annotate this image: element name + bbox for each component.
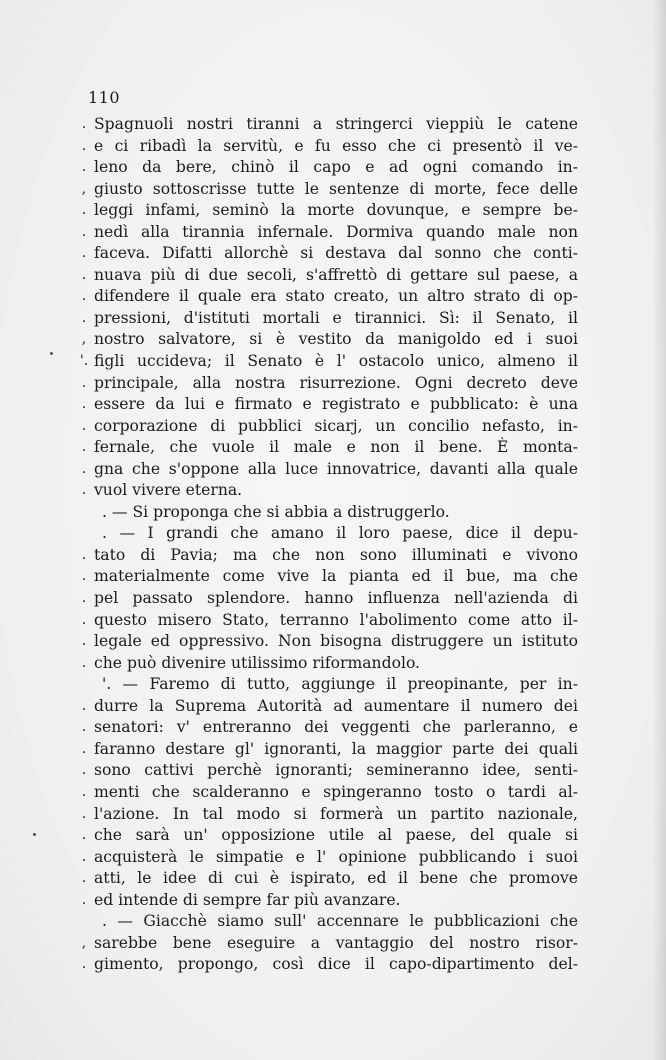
margin-mark: . [81, 202, 87, 219]
line-text: questo misero Stato, terranno l'abolimento come atto il- [94, 610, 578, 629]
margin-mark: . [81, 956, 87, 973]
line-text: nedì alla tirannia infernale. Dormiva quando male non [94, 222, 578, 241]
margin-mark: . [81, 783, 87, 800]
text-line [78, 911, 578, 933]
line-text: materialmente come vive la pianta ed il bue, ma che [94, 567, 578, 586]
line-text: che può divenire utilissimo riformandolo. [94, 653, 421, 672]
margin-mark: . [81, 697, 87, 714]
line-text: l'azione. In tal modo si formerà un partito nazionale, [94, 804, 578, 823]
line-text: . — Si proponga che si abbia a distruggerlo. [102, 502, 450, 521]
line-text: fernale, che vuole il male e non il bene. È monta- [94, 438, 578, 457]
text-line [78, 200, 578, 222]
text-line [78, 136, 578, 158]
margin-mark: . [81, 439, 87, 456]
line-text: nuava più di due secoli, s'affrettò di gettare sul paese, a [94, 265, 578, 284]
line-text: corporazione di pubblici sicarj, un concilio nefasto, in- [94, 416, 578, 435]
text-line [78, 416, 578, 438]
line-text: atti, le idee di cui è ispirato, ed il bene che promove [94, 869, 578, 888]
line-text: nostro salvatore, si è vestito da manigoldo ed i suoi [94, 330, 578, 349]
line-text: leggi infami, seminò la morte dovunque, e sempre be- [94, 201, 578, 220]
line-text: ed intende di sempre far più avanzare. [94, 890, 401, 909]
text-line [78, 868, 578, 890]
margin-mark: . [81, 116, 87, 132]
line-text: difendere il quale era stato creato, un altro strato di op- [94, 287, 578, 306]
margin-mark: . [81, 460, 87, 477]
text-line [78, 696, 578, 718]
margin-mark: . [81, 891, 87, 908]
margin-mark: . [81, 309, 87, 326]
line-text: gna che s'oppone alla luce innovatrice, davanti alla quale [94, 459, 578, 478]
margin-mark: . [81, 762, 87, 779]
line-text: senatori: v' entreranno dei veggenti che parleranno, e [94, 718, 578, 737]
text-line [78, 480, 578, 502]
text-line [78, 739, 578, 761]
text-line [78, 394, 578, 416]
ink-speck [33, 833, 36, 836]
line-text: menti che scalderanno e spingeranno tosto o tardi al- [94, 782, 578, 801]
margin-mark: . [81, 245, 87, 262]
line-text: Spagnuoli nostri tiranni a stringerci vieppiù le catene [94, 115, 578, 133]
margin-mark: , [81, 331, 87, 348]
line-text: tato di Pavia; ma che non sono illuminati e vivono [94, 545, 578, 564]
text-line [78, 308, 578, 330]
text-line [78, 157, 578, 179]
margin-mark: . [81, 568, 87, 585]
line-text: figli uccideva; il Senato è l' ostacolo unico, almeno il [94, 352, 578, 371]
line-text: '. — Faremo di tutto, aggiunge il preopinante, per in- [102, 675, 578, 694]
margin-mark: . [81, 633, 87, 650]
body-text [78, 114, 578, 976]
text-line [78, 653, 578, 675]
text-line [78, 265, 578, 287]
text-line [78, 114, 578, 136]
margin-mark: . [81, 590, 87, 607]
line-text: principale, alla nostra risurrezione. Ogni decreto deve [94, 373, 578, 392]
margin-mark: . [81, 137, 87, 154]
margin-mark: . [81, 827, 87, 844]
line-text: che sarà un' opposizione utile al paese, del quale si [94, 826, 578, 845]
margin-mark: . [81, 611, 87, 628]
page-edge-shadow [652, 0, 666, 1060]
text-line [78, 782, 578, 804]
line-text: leno da bere, chinò il capo e ad ogni comando in- [94, 158, 578, 177]
margin-mark: . [81, 288, 87, 305]
line-text: e ci ribadì la servitù, e fu esso che ci presentò il ve- [94, 136, 578, 155]
margin-mark: . [81, 805, 87, 822]
text-line [78, 760, 578, 782]
line-text: acquisterà le simpatie e l' opinione pubblicando i suoi [94, 847, 578, 866]
line-text: gimento, propongo, così dice il capo-dipartimento del- [94, 955, 578, 974]
line-text: sarebbe bene eseguire a vantaggio del nostro risor- [94, 933, 578, 952]
text-line [78, 179, 578, 201]
text-line [78, 373, 578, 395]
line-text: sono cattivi perchè ignoranti; semineranno idee, senti- [94, 761, 578, 780]
text-line [78, 610, 578, 632]
ink-speck [50, 352, 53, 355]
line-text: legale ed oppressivo. Non bisogna distruggere un istituto [94, 632, 578, 651]
text-line [78, 222, 578, 244]
margin-mark: . [81, 546, 87, 563]
line-text: pel passato splendore. hanno influenza nell'azienda di [94, 589, 578, 608]
text-line [78, 717, 578, 739]
text-line [78, 286, 578, 308]
margin-mark: . [81, 223, 87, 240]
text-line [78, 847, 578, 869]
margin-mark: . [81, 719, 87, 736]
line-text: . — I grandi che amano il loro paese, dice il depu- [102, 524, 578, 543]
line-text: giusto sottoscrisse tutte le sentenze di morte, fece delle [94, 179, 578, 198]
text-line [78, 804, 578, 826]
line-text: essere da lui e firmato e registrato e pubblicato: è una [94, 395, 578, 414]
line-text: . — Giacchè siamo sull' accennare le pubblicazioni che [102, 912, 578, 931]
line-text: pressioni, d'istituti mortali e tirannici. Sì: il Senato, il [94, 308, 578, 327]
text-line [78, 545, 578, 567]
line-text: faranno destare gl' ignoranti, la maggior parte dei quali [94, 739, 578, 758]
margin-mark: . [81, 870, 87, 887]
margin-mark: . [81, 266, 87, 283]
margin-mark: . [81, 740, 87, 757]
text-line [78, 674, 578, 696]
page-number: 110 [88, 88, 121, 107]
text-line [78, 890, 578, 912]
text-line [78, 631, 578, 653]
text-line [78, 459, 578, 481]
line-text: durre la Suprema Autorità ad aumentare il numero dei [94, 696, 578, 715]
text-line [78, 502, 578, 524]
margin-mark: . [81, 417, 87, 434]
text-line [78, 933, 578, 955]
text-line [78, 566, 578, 588]
text-line [78, 588, 578, 610]
text-line [78, 437, 578, 459]
text-line [78, 351, 578, 373]
margin-mark: . [81, 159, 87, 176]
margin-mark: . [81, 654, 87, 671]
margin-mark: . [81, 482, 87, 499]
margin-mark: , [81, 934, 87, 951]
margin-mark: . [81, 848, 87, 865]
margin-mark: . [81, 396, 87, 413]
text-line [78, 243, 578, 265]
text-line [78, 523, 578, 545]
text-line [78, 825, 578, 847]
text-line [78, 329, 578, 351]
text-line [78, 954, 578, 976]
margin-mark: . [81, 374, 87, 391]
margin-mark: , [81, 180, 87, 197]
margin-mark: '. [79, 353, 89, 370]
line-text: faceva. Difatti allorchè si destava dal sonno che conti- [94, 244, 578, 263]
line-text: vuol vivere eterna. [94, 481, 243, 500]
